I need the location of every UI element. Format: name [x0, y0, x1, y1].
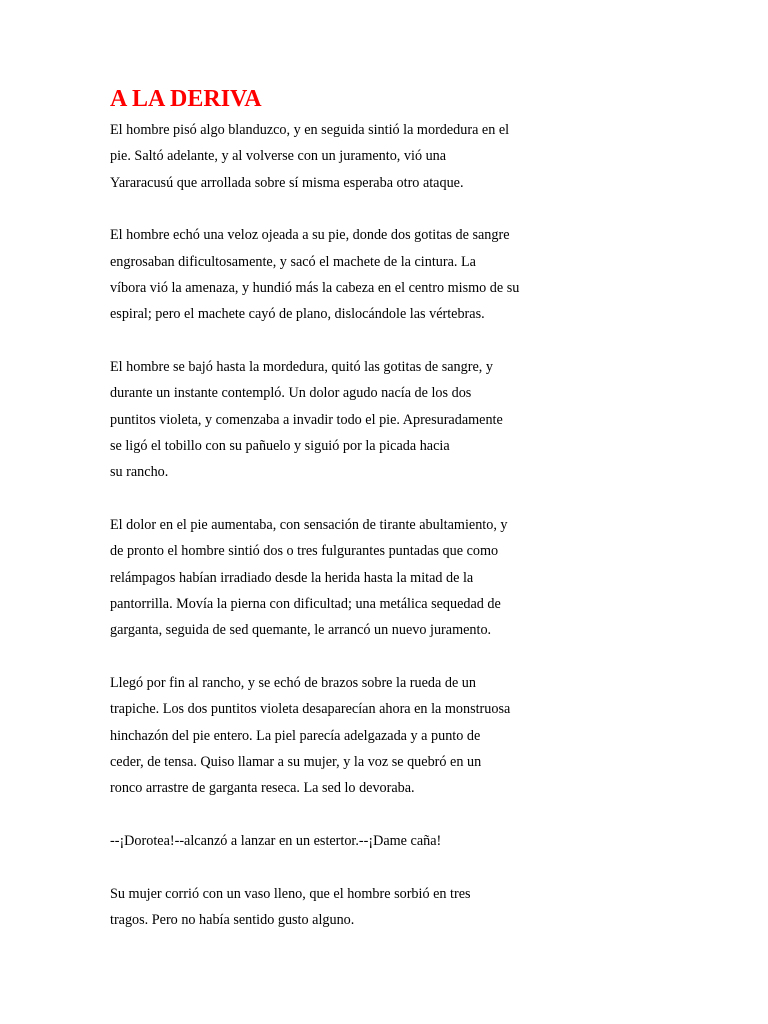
text-line: Llegó por fin al rancho, y se echó de brazos sobre la rueda de un	[110, 675, 476, 691]
text-line: pantorrilla. Movía la pierna con dificultad; una metálica sequedad de	[110, 596, 501, 612]
text-line: de pronto el hombre sintió dos o tres fulgurantes puntadas que como	[110, 543, 499, 559]
story-title: A LA DERIVA	[110, 86, 262, 112]
text-line: ceder, de tensa. Quiso llamar a su mujer, y la voz se quebró en un	[110, 754, 482, 770]
text-line: durante un instante contempló. Un dolor agudo nacía de los dos	[110, 385, 472, 401]
text-line: engrosaban dificultosamente, y sacó el machete de la cintura. La	[110, 254, 476, 270]
text-line: ronco arrastre de garganta reseca. La sed lo devoraba.	[110, 780, 415, 796]
text-line: trapiche. Los dos puntitos violeta desaparecían ahora en la monstruosa	[110, 701, 511, 717]
text-line: pie. Saltó adelante, y al volverse con un juramento, vió una	[110, 148, 447, 164]
text-line: garganta, seguida de sed quemante, le arrancó un nuevo juramento.	[110, 622, 492, 638]
text-line: Yararacusú que arrollada sobre sí misma esperaba otro ataque.	[110, 175, 464, 191]
text-line: espiral; pero el machete cayó de plano, dislocándole las vértebras.	[110, 306, 485, 322]
text-line: El hombre pisó algo blanduzco, y en seguida sintió la mordedura en el	[110, 122, 510, 138]
text-line: El hombre se bajó hasta la mordedura, quitó las gotitas de sangre, y	[110, 359, 493, 375]
text-line: tragos. Pero no había sentido gusto alguno.	[110, 912, 355, 928]
text-line: relámpagos habían irradiado desde la herida hasta la mitad de la	[110, 570, 474, 586]
dialogue-line: --¡Dorotea!--alcanzó a lanzar en un estertor.--¡Dame caña!	[110, 833, 442, 849]
text-line: El hombre echó una veloz ojeada a su pie, donde dos gotitas de sangre	[110, 227, 510, 243]
text-line: El dolor en el pie aumentaba, con sensación de tirante abultamiento, y	[110, 517, 508, 533]
text-line: su rancho.	[110, 464, 169, 480]
text-line: víbora vió la amenaza, y hundió más la cabeza en el centro mismo de su	[110, 280, 520, 296]
text-line: puntitos violeta, y comenzaba a invadir todo el pie. Apresuradamente	[110, 412, 503, 428]
text-line: Su mujer corrió con un vaso lleno, que el hombre sorbió en tres	[110, 886, 471, 902]
text-line: se ligó el tobillo con su pañuelo y siguió por la picada hacia	[110, 438, 450, 454]
text-line: hinchazón del pie entero. La piel parecía adelgazada y a punto de	[110, 728, 481, 744]
